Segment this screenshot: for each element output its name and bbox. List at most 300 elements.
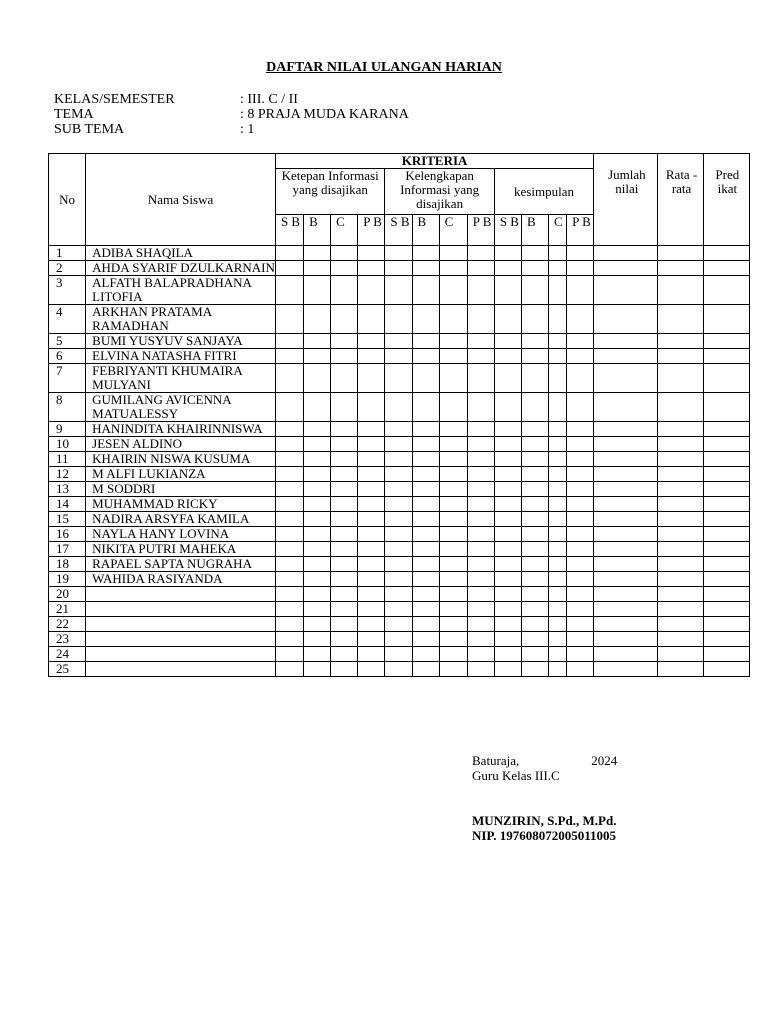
score-cell [304,632,331,647]
table-row [49,246,750,261]
row-number: 22 [49,617,86,632]
score-cell [494,512,521,527]
score-cell [467,482,494,497]
score-cell [494,393,521,422]
student-name: M SODDRI [86,482,276,497]
score-cell [331,437,358,452]
score-cell [385,662,412,677]
row-number: 13 [49,482,86,497]
table-row [49,334,750,349]
score-cell [467,512,494,527]
student-name: ALFATH BALAPRADHANA LITOFIA [86,276,276,305]
score-cell [594,542,658,557]
score-cell [331,572,358,587]
score-cell [494,632,521,647]
score-cell [549,334,567,349]
student-name: KHAIRIN NISWA KUSUMA [86,452,276,467]
table-row [49,662,750,677]
score-cell [275,437,303,452]
score-cell [439,602,467,617]
table-row [49,305,750,334]
score-cell [594,422,658,437]
row-number: 11 [49,452,86,467]
score-cell [412,542,439,557]
row-number: 5 [49,334,86,349]
header-letter: P B [467,215,494,246]
score-cell [703,587,749,602]
score-cell [412,512,439,527]
score-cell [567,482,594,497]
class-info [54,92,409,137]
score-cell [439,422,467,437]
score-cell [358,305,385,334]
student-name [86,662,276,677]
score-cell [521,482,548,497]
page-title: DAFTAR NILAI ULANGAN HARIAN [266,60,502,75]
row-number: 20 [49,587,86,602]
score-cell [567,527,594,542]
score-cell [275,246,303,261]
score-cell [385,349,412,364]
table-row [49,276,750,305]
score-cell [594,647,658,662]
score-cell [549,617,567,632]
score-cell [331,334,358,349]
score-cell [658,437,703,452]
score-cell [331,647,358,662]
score-cell [467,527,494,542]
header-letter: C [549,215,567,246]
score-cell [358,587,385,602]
table-row [49,422,750,437]
score-cell [412,349,439,364]
header-letter: B [521,215,548,246]
score-cell [439,572,467,587]
table-row [49,632,750,647]
score-cell [658,632,703,647]
score-cell [567,246,594,261]
score-cell [521,602,548,617]
score-cell [658,305,703,334]
score-cell [658,542,703,557]
table-row [49,482,750,497]
header-rata: Rata -rata [658,154,703,246]
score-cell [412,422,439,437]
score-cell [658,587,703,602]
score-cell [703,557,749,572]
signature-block [472,753,617,783]
score-cell [549,497,567,512]
score-cell [549,276,567,305]
score-cell [594,512,658,527]
score-cell [521,587,548,602]
score-cell [275,452,303,467]
table-row [49,261,750,276]
score-cell [358,393,385,422]
score-cell [412,497,439,512]
score-cell [658,364,703,393]
score-cell [304,364,331,393]
student-name: JESEN ALDINO [86,437,276,452]
table-row [49,647,750,662]
score-cell [358,617,385,632]
student-name [86,632,276,647]
score-cell [304,557,331,572]
score-cell [567,557,594,572]
score-cell [567,305,594,334]
score-cell [439,437,467,452]
score-cell [358,542,385,557]
score-cell [658,482,703,497]
header-kesimpulan: kesimpulan [494,169,593,215]
score-cell [358,497,385,512]
score-cell [439,512,467,527]
score-cell [467,467,494,482]
score-cell [275,602,303,617]
score-cell [412,305,439,334]
score-cell [385,364,412,393]
score-cell [703,437,749,452]
score-cell [385,572,412,587]
header-letter: B [412,215,439,246]
score-cell [703,632,749,647]
score-cell [275,572,303,587]
signature-year: 2024 [591,753,618,768]
score-cell [467,246,494,261]
score-cell [331,276,358,305]
score-cell [385,602,412,617]
score-cell [275,497,303,512]
score-cell [494,261,521,276]
score-cell [331,482,358,497]
score-cell [358,557,385,572]
score-cell [521,452,548,467]
score-cell [385,246,412,261]
score-cell [275,587,303,602]
score-cell [494,276,521,305]
score-cell [275,542,303,557]
score-cell [331,632,358,647]
score-cell [412,437,439,452]
score-cell [567,349,594,364]
score-cell [521,467,548,482]
score-cell [567,452,594,467]
score-cell [703,512,749,527]
score-cell [521,557,548,572]
score-cell [385,542,412,557]
score-cell [331,422,358,437]
score-cell [594,467,658,482]
meta-label: TEMA [54,107,94,122]
score-cell [467,364,494,393]
student-name: NAYLA HANY LOVINA [86,527,276,542]
score-cell [594,557,658,572]
score-cell [494,467,521,482]
score-cell [275,261,303,276]
score-cell [275,305,303,334]
score-cell [304,482,331,497]
score-cell [331,542,358,557]
score-cell [385,527,412,542]
score-cell [658,467,703,482]
score-cell [494,527,521,542]
score-cell [412,587,439,602]
score-cell [331,527,358,542]
score-cell [658,617,703,632]
score-cell [467,647,494,662]
score-cell [703,572,749,587]
grade-table [48,153,750,677]
score-cell [703,617,749,632]
score-cell [567,364,594,393]
score-cell [358,422,385,437]
score-cell [658,276,703,305]
score-cell [412,527,439,542]
score-cell [703,542,749,557]
score-cell [385,305,412,334]
score-cell [358,349,385,364]
score-cell [275,512,303,527]
score-cell [304,617,331,632]
student-name [86,602,276,617]
score-cell [467,261,494,276]
row-number: 21 [49,602,86,617]
score-cell [494,572,521,587]
student-name: AHDA SYARIF DZULKARNAIN [86,261,276,276]
score-cell [494,246,521,261]
score-cell [439,587,467,602]
score-cell [358,364,385,393]
score-cell [331,497,358,512]
score-cell [703,527,749,542]
score-cell [412,647,439,662]
score-cell [385,617,412,632]
score-cell [494,542,521,557]
row-number: 24 [49,647,86,662]
score-cell [439,276,467,305]
student-name: RAPAEL SAPTA NUGRAHA [86,557,276,572]
score-cell [521,617,548,632]
student-name: BUMI YUSYUV SANJAYA [86,334,276,349]
score-cell [385,276,412,305]
score-cell [467,305,494,334]
score-cell [521,246,548,261]
meta-row-subtema [54,122,409,137]
score-cell [658,497,703,512]
score-cell [521,572,548,587]
score-cell [658,422,703,437]
score-cell [385,334,412,349]
score-cell [494,557,521,572]
score-cell [439,393,467,422]
score-cell [549,512,567,527]
signatory-nip: NIP. 197608072005011005 [472,828,616,843]
row-number: 14 [49,497,86,512]
score-cell [549,349,567,364]
student-name: HANINDITA KHAIRINNISWA [86,422,276,437]
score-cell [494,497,521,512]
score-cell [439,467,467,482]
score-cell [467,662,494,677]
row-number: 6 [49,349,86,364]
score-cell [658,557,703,572]
row-number: 12 [49,467,86,482]
score-cell [275,647,303,662]
score-cell [358,246,385,261]
score-cell [412,452,439,467]
signature-date [472,753,617,768]
table-row [49,437,750,452]
score-cell [658,647,703,662]
row-number: 17 [49,542,86,557]
score-cell [703,261,749,276]
score-cell [658,393,703,422]
score-cell [412,467,439,482]
score-cell [331,467,358,482]
score-cell [439,662,467,677]
header-letter: P B [567,215,594,246]
score-cell [658,452,703,467]
score-cell [658,261,703,276]
score-cell [549,437,567,452]
score-cell [275,364,303,393]
score-cell [358,572,385,587]
score-cell [494,452,521,467]
score-cell [549,632,567,647]
score-cell [549,542,567,557]
score-cell [658,527,703,542]
score-cell [594,305,658,334]
row-number: 2 [49,261,86,276]
score-cell [521,542,548,557]
score-cell [549,557,567,572]
header-letter: B [304,215,331,246]
score-cell [304,512,331,527]
score-cell [521,647,548,662]
score-cell [439,542,467,557]
score-cell [703,452,749,467]
score-cell [703,422,749,437]
score-cell [439,261,467,276]
score-cell [304,647,331,662]
score-cell [385,452,412,467]
student-name: M ALFI LUKIANZA [86,467,276,482]
score-cell [412,572,439,587]
score-cell [412,662,439,677]
score-cell [331,305,358,334]
score-cell [494,422,521,437]
score-cell [385,393,412,422]
header-letter: S B [385,215,412,246]
score-cell [594,364,658,393]
score-cell [703,602,749,617]
score-cell [521,422,548,437]
row-number: 18 [49,557,86,572]
score-cell [658,572,703,587]
score-cell [304,497,331,512]
score-cell [412,602,439,617]
row-number: 1 [49,246,86,261]
score-cell [521,334,548,349]
score-cell [439,364,467,393]
score-cell [494,334,521,349]
score-cell [567,422,594,437]
score-cell [467,334,494,349]
table-row [49,527,750,542]
table-row [49,617,750,632]
meta-label: KELAS/SEMESTER [54,92,175,107]
score-cell [358,647,385,662]
score-cell [358,662,385,677]
header-letter: P B [358,215,385,246]
score-cell [549,467,567,482]
score-cell [439,647,467,662]
score-cell [331,587,358,602]
score-cell [703,305,749,334]
score-cell [385,557,412,572]
score-cell [467,617,494,632]
table-row [49,602,750,617]
score-cell [549,261,567,276]
score-cell [385,422,412,437]
score-cell [521,349,548,364]
score-cell [304,587,331,602]
score-cell [439,527,467,542]
signature-role: Guru Kelas III.C [472,768,560,783]
score-cell [549,364,567,393]
score-cell [567,334,594,349]
score-cell [412,632,439,647]
score-cell [567,647,594,662]
score-cell [494,647,521,662]
score-cell [549,527,567,542]
score-cell [412,246,439,261]
score-cell [331,393,358,422]
score-cell [275,527,303,542]
signature-place: Baturaja, [472,753,520,768]
score-cell [358,482,385,497]
meta-value: : 8 PRAJA MUDA KARANA [240,107,409,122]
score-cell [494,617,521,632]
score-cell [304,246,331,261]
header-predikat: Pred ikat [703,154,749,246]
score-cell [521,364,548,393]
score-cell [304,393,331,422]
score-cell [658,662,703,677]
table-row [49,542,750,557]
score-cell [439,557,467,572]
score-cell [358,467,385,482]
table-row [49,572,750,587]
row-number: 15 [49,512,86,527]
score-cell [703,482,749,497]
score-cell [358,512,385,527]
score-cell [494,662,521,677]
score-cell [439,305,467,334]
score-cell [385,437,412,452]
score-cell [521,497,548,512]
student-name [86,587,276,602]
meta-label: SUB TEMA [54,122,125,137]
score-cell [358,632,385,647]
score-cell [358,452,385,467]
score-cell [594,437,658,452]
row-number: 8 [49,393,86,422]
score-cell [467,602,494,617]
score-cell [275,617,303,632]
score-cell [467,437,494,452]
score-cell [358,334,385,349]
